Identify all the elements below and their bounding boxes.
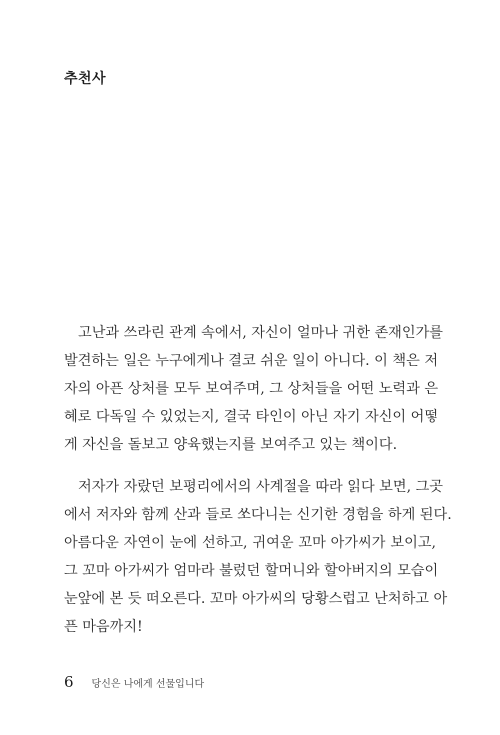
page-number: 6	[64, 673, 74, 691]
paragraph-line: 그 꼬마 아가씨가 엄마라 불렀던 할머니와 할아버지의 모습이	[64, 563, 439, 579]
paragraph-line: 게 자신을 돌보고 양육했는지를 보여주고 있는 책이다.	[64, 437, 398, 453]
paragraph-line: 에서 저자와 함께 산과 들로 쏘다니는 신기한 경험을 하게 된다.	[64, 507, 452, 523]
section-heading: 추천사	[64, 71, 107, 87]
paragraph-line: 픈 마음까지!	[64, 619, 143, 635]
running-title: 당신은 나에게 선물입니다	[91, 679, 205, 690]
page-footer	[64, 673, 204, 691]
paragraph-line: 자의 아픈 상처를 모두 보여주며, 그 상처들을 어떤 노력과 은	[64, 381, 439, 397]
paragraph-1	[64, 319, 444, 459]
paragraph-line: 눈앞에 본 듯 떠오른다. 꼬마 아가씨의 당황스럽고 난처하고 아	[64, 591, 448, 607]
paragraph-line: 저자가 자랐던 보평리에서의 사계절을 따라 읽다 보면, 그곳	[78, 479, 444, 495]
paragraph-2	[64, 473, 452, 641]
paragraph-line: 발견하는 일은 누구에게나 결코 쉬운 일이 아니다. 이 책은 저	[64, 353, 439, 369]
paragraph-line: 고난과 쓰라린 관계 속에서, 자신이 얼마나 귀한 존재인가를	[78, 325, 444, 341]
paragraph-line: 아름다운 자연이 눈에 선하고, 귀여운 꼬마 아가씨가 보이고,	[64, 535, 436, 551]
paragraph-line: 혜로 다독일 수 있었는지, 결국 타인이 아닌 자기 자신이 어떻	[64, 409, 439, 425]
